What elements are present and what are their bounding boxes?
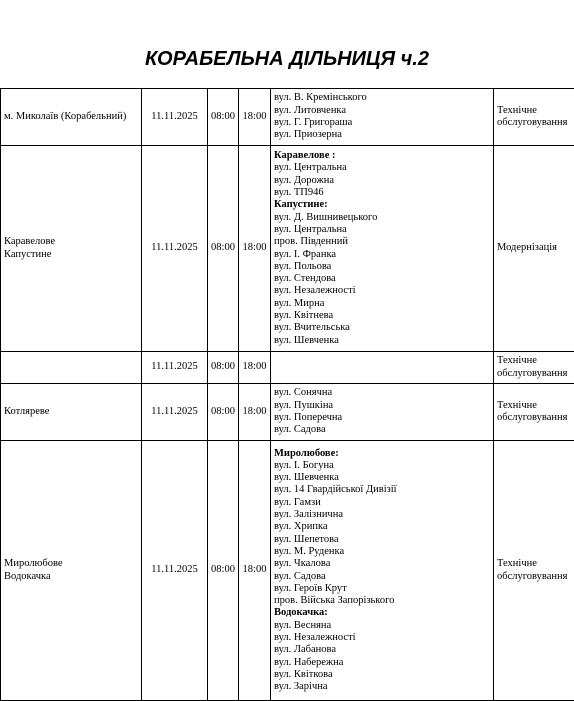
settlement-heading: Каравелове : <box>274 150 490 162</box>
location-name: Капустине <box>4 249 138 261</box>
settlement-heading: Водокачка: <box>274 607 490 619</box>
location-name: Котляреве <box>4 406 138 418</box>
street-name: пров. Південний <box>274 236 490 248</box>
page-title: КОРАБЕЛЬНА ДІЛЬНИЦЯ ч.2 <box>0 48 574 71</box>
start-time-cell: 08:00 <box>208 146 239 352</box>
table-row <box>1 441 574 701</box>
street-name: вул. Чкалова <box>274 558 490 570</box>
street-name: вул. Незалежності <box>274 632 490 644</box>
street-name: вул. Хрипка <box>274 521 490 533</box>
date-cell: 11.11.2025 <box>142 146 208 352</box>
work-type-cell <box>494 441 574 701</box>
street-name: вул. Незалежності <box>274 285 490 297</box>
street-name: вул. Весняна <box>274 620 490 632</box>
date-cell: 11.11.2025 <box>142 352 208 384</box>
location-name: Водокачка <box>4 571 138 583</box>
date-cell: 11.11.2025 <box>142 89 208 146</box>
settlement-heading: Миролюбове: <box>274 448 490 460</box>
start-time-cell: 08:00 <box>208 384 239 441</box>
street-name: вул. Польова <box>274 261 490 273</box>
table-row <box>1 384 574 441</box>
work-type-text: Модернізація <box>497 242 557 253</box>
end-time-cell: 18:00 <box>239 384 271 441</box>
location-name: Каравелове <box>4 236 138 248</box>
outage-schedule-table <box>0 88 574 701</box>
work-type-text: Технічне обслуговування <box>497 400 567 423</box>
street-name: вул. Садова <box>274 571 490 583</box>
street-name: вул. Шевченка <box>274 472 490 484</box>
street-name: вул. Садова <box>274 424 490 436</box>
street-name: вул. Гамзи <box>274 497 490 509</box>
table-row <box>1 352 574 384</box>
street-name: вул. Зарічна <box>274 681 490 693</box>
street-name: вул. Центральна <box>274 224 490 236</box>
street-name: вул. В. Кремінського <box>274 92 490 104</box>
work-type-text: Технічне обслуговування <box>497 558 567 581</box>
street-name: вул. Сонячна <box>274 387 490 399</box>
location-name: м. Миколаїв (Корабельний) <box>4 111 138 123</box>
end-time-cell: 18:00 <box>239 441 271 701</box>
streets-cell <box>271 441 494 701</box>
location-cell <box>1 384 142 441</box>
start-time-cell: 08:00 <box>208 441 239 701</box>
street-name: вул. Приозерна <box>274 129 490 141</box>
street-name: вул. Квітнева <box>274 310 490 322</box>
street-name: вул. Вчительська <box>274 322 490 334</box>
date-cell: 11.11.2025 <box>142 384 208 441</box>
work-type-cell <box>494 384 574 441</box>
location-cell <box>1 146 142 352</box>
work-type-cell <box>494 146 574 352</box>
street-name: вул. Шепетова <box>274 534 490 546</box>
street-name: вул. 14 Гвардійської Дивізії <box>274 484 490 496</box>
street-name: вул. І. Богуна <box>274 460 490 472</box>
start-time-cell: 08:00 <box>208 89 239 146</box>
street-name: вул. Пушкіна <box>274 400 490 412</box>
street-name: вул. ТП946 <box>274 187 490 199</box>
street-name: вул. Литовченка <box>274 105 490 117</box>
end-time-cell: 18:00 <box>239 146 271 352</box>
street-name: вул. Мирна <box>274 298 490 310</box>
work-type-text: Технічне обслуговування <box>497 355 567 378</box>
table-row <box>1 89 574 146</box>
start-time-cell: 08:00 <box>208 352 239 384</box>
streets-cell <box>271 352 494 384</box>
street-name: вул. Д. Вишнивецького <box>274 212 490 224</box>
street-name: вул. Шевченка <box>274 335 490 347</box>
street-name: пров. Війська Запорізького <box>274 595 490 607</box>
end-time-cell: 18:00 <box>239 89 271 146</box>
schedule-body <box>1 89 574 701</box>
streets-cell <box>271 146 494 352</box>
street-name: вул. Лабанова <box>274 644 490 656</box>
street-name: вул. Центральна <box>274 162 490 174</box>
street-name: вул. Набережна <box>274 657 490 669</box>
end-time-cell: 18:00 <box>239 352 271 384</box>
streets-cell <box>271 384 494 441</box>
street-name: вул. Поперечна <box>274 412 490 424</box>
streets-cell <box>271 89 494 146</box>
street-name: вул. М. Руденка <box>274 546 490 558</box>
location-name: Миролюбове <box>4 558 138 570</box>
street-name: вул. Залізнична <box>274 509 490 521</box>
street-name: вул. Стендова <box>274 273 490 285</box>
table-row <box>1 146 574 352</box>
location-cell <box>1 89 142 146</box>
location-cell <box>1 352 142 384</box>
work-type-cell <box>494 352 574 384</box>
street-name: вул. Г. Григораша <box>274 117 490 129</box>
street-name: вул. Квіткова <box>274 669 490 681</box>
settlement-heading: Капустине: <box>274 199 490 211</box>
street-name: вул. Дорожна <box>274 175 490 187</box>
work-type-cell <box>494 89 574 146</box>
work-type-text: Технічне обслуговування <box>497 105 567 128</box>
street-name: вул. І. Франка <box>274 249 490 261</box>
location-cell <box>1 441 142 701</box>
street-name: вул. Героїв Крут <box>274 583 490 595</box>
date-cell: 11.11.2025 <box>142 441 208 701</box>
